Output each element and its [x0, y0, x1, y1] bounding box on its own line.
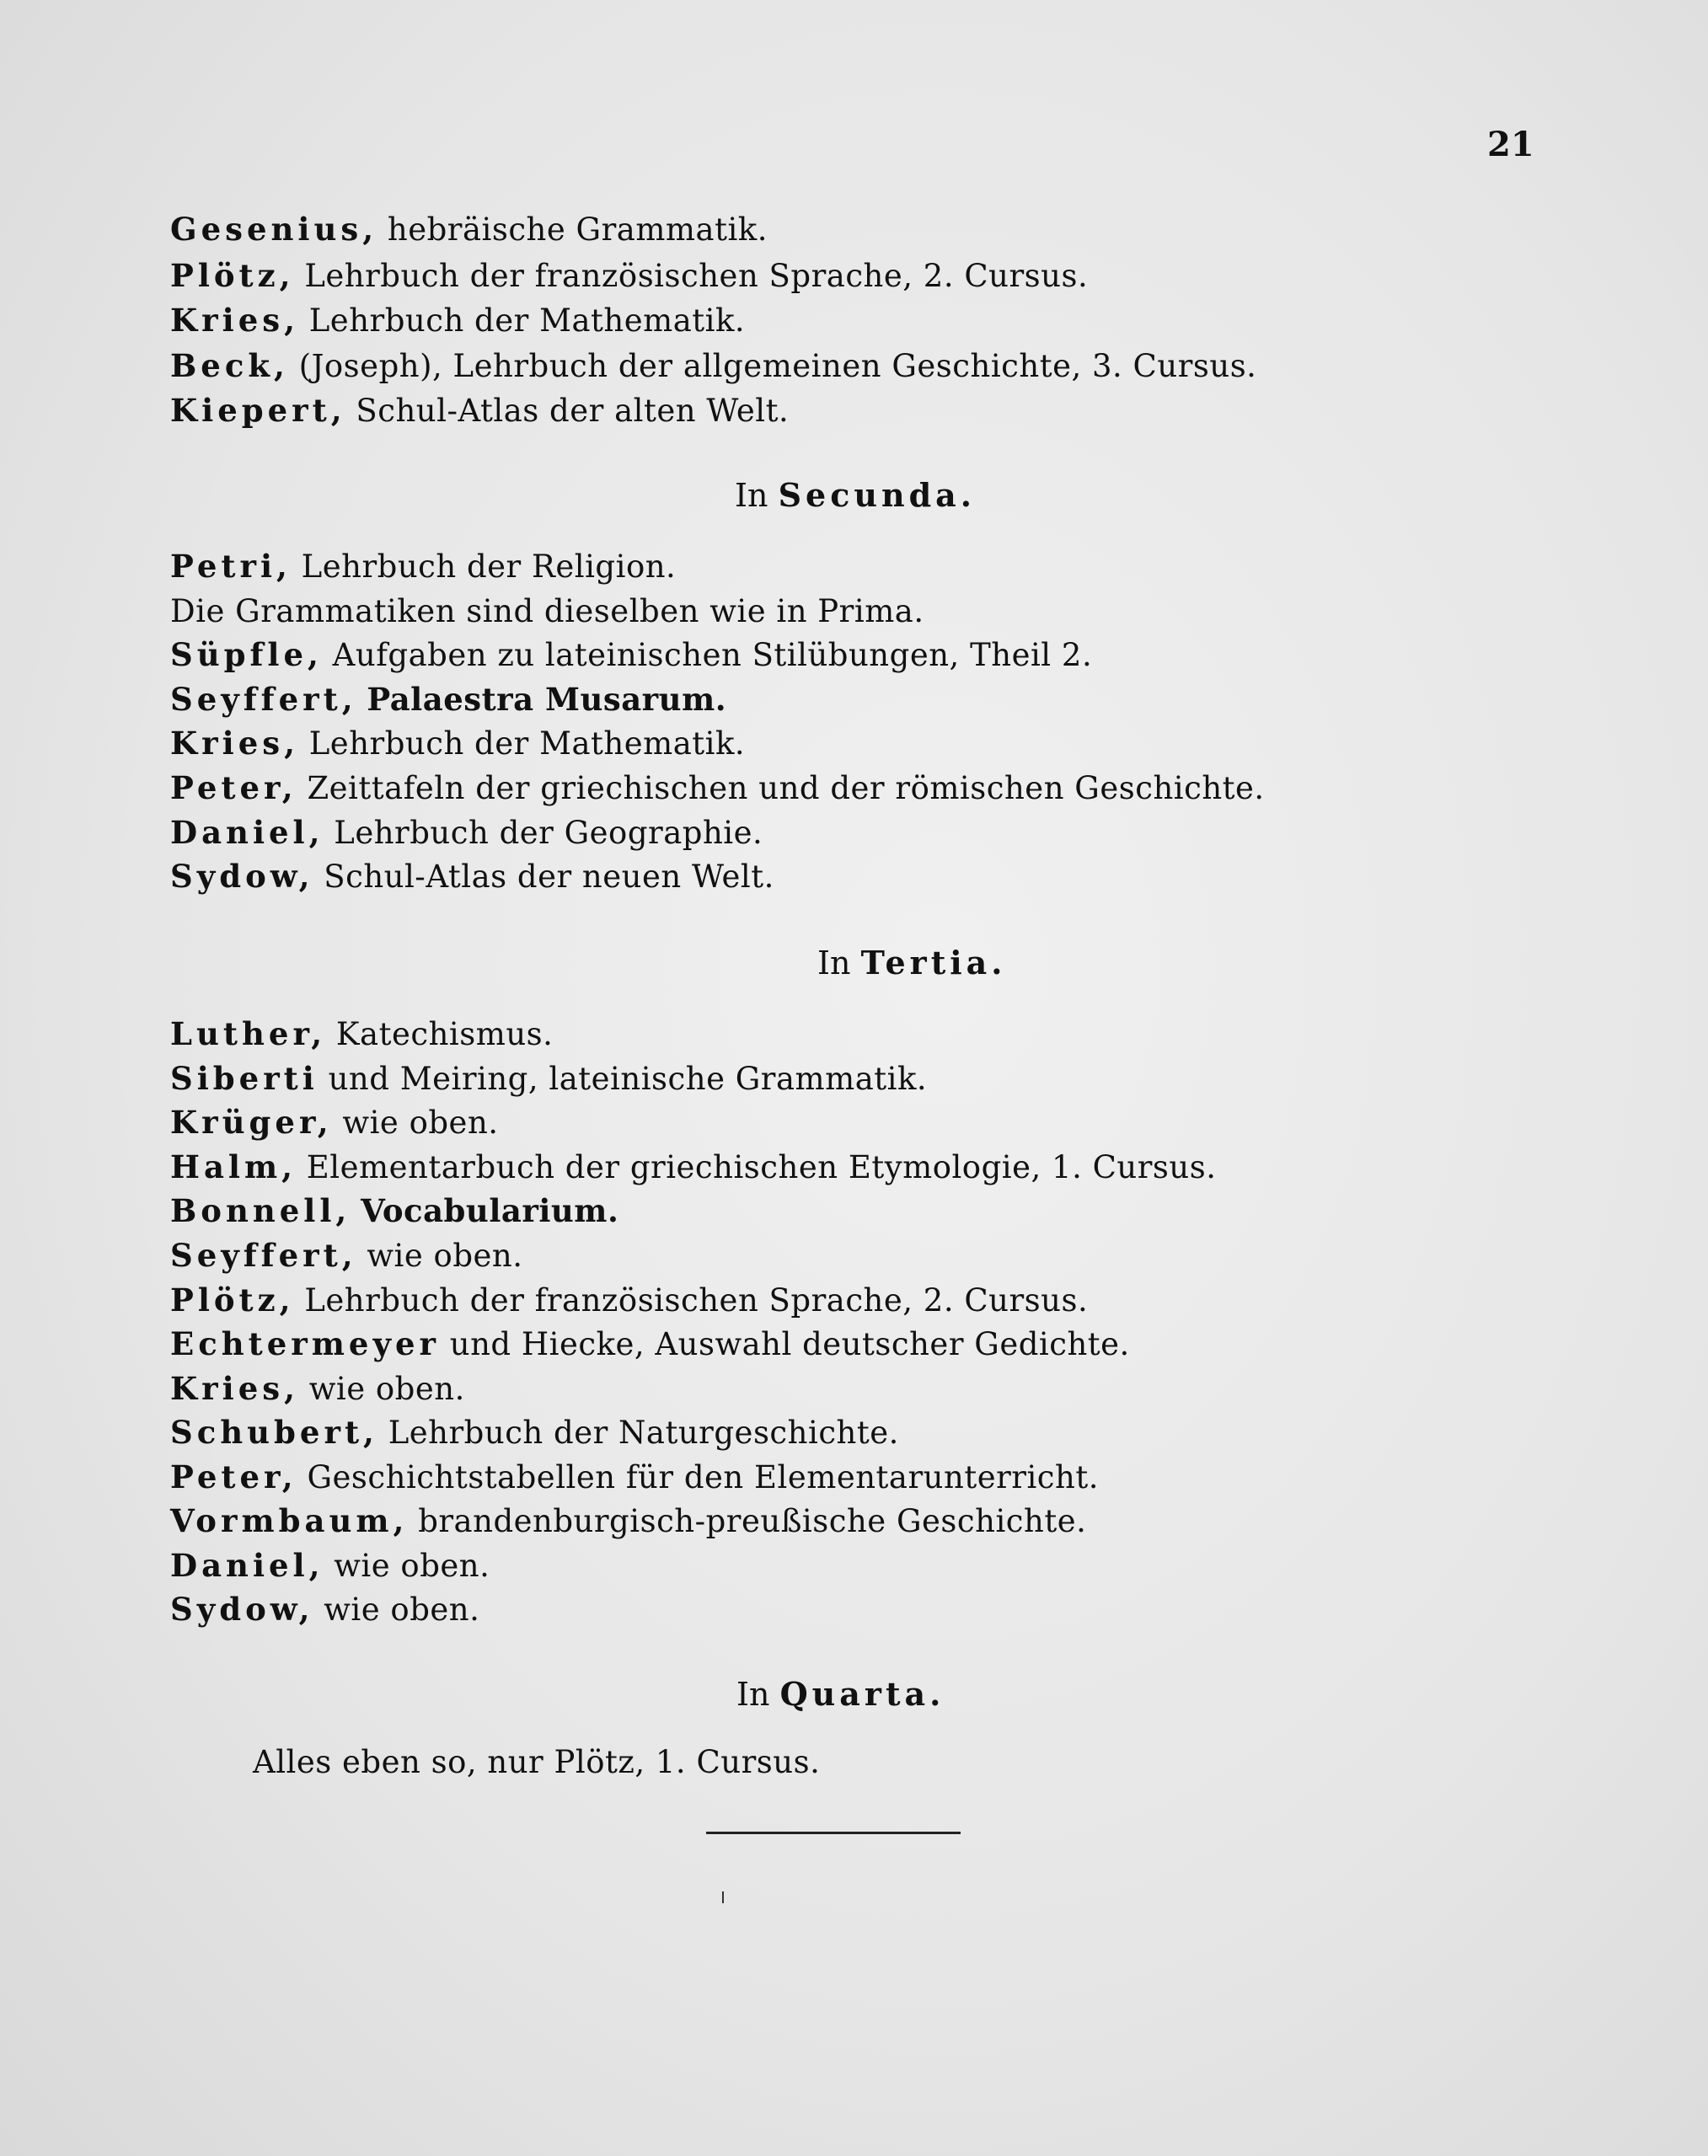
- heading-prefix: In: [735, 477, 768, 514]
- title: wie oben.: [367, 1238, 523, 1274]
- author: Kries,: [170, 1370, 299, 1407]
- title: Lehrbuch der Religion.: [301, 548, 677, 585]
- list-item: [170, 592, 924, 629]
- author: Beck,: [170, 347, 289, 384]
- list-item: [170, 1502, 1086, 1539]
- list-item: [170, 1325, 1130, 1362]
- author: Kries,: [170, 302, 299, 339]
- list-item: [170, 636, 1092, 673]
- author: Echtermeyer: [170, 1325, 440, 1362]
- title: brandenburgisch-preußische Geschichte.: [418, 1503, 1087, 1539]
- title: Lehrbuch der französischen Sprache, 2. Cursus.: [304, 1282, 1089, 1319]
- quarta-note: [253, 1744, 820, 1780]
- list-item: [170, 769, 1265, 806]
- author: Siberti: [170, 1060, 319, 1097]
- author: Seyffert,: [170, 681, 357, 718]
- list-item: [170, 814, 763, 851]
- title: Lehrbuch der französischen Sprache, 2. Cursus.: [304, 258, 1089, 294]
- title: Lehrbuch der Mathematik.: [308, 302, 746, 339]
- list-item: [170, 1414, 899, 1451]
- list-item: [170, 302, 745, 339]
- title: wie oben.: [324, 1592, 480, 1628]
- title: hebräische Grammatik.: [387, 211, 768, 248]
- closing-rule: [706, 1832, 961, 1834]
- section-heading-tertia: [817, 944, 1007, 982]
- list-item: [170, 392, 789, 429]
- section-heading-secunda: [735, 476, 976, 514]
- author: Sydow,: [170, 1591, 314, 1628]
- title: wie oben.: [334, 1548, 490, 1584]
- title: Schul-Atlas der alten Welt.: [356, 393, 790, 429]
- author: Gesenius,: [170, 211, 378, 248]
- author: Halm,: [170, 1148, 297, 1185]
- author: Petri,: [170, 548, 292, 585]
- list-item: [170, 211, 768, 248]
- author: Peter,: [170, 1458, 297, 1495]
- title: Lehrbuch der Mathematik.: [308, 725, 746, 762]
- author: Daniel,: [170, 814, 324, 851]
- list-item: [170, 548, 676, 585]
- list-item: [170, 1104, 499, 1141]
- title: Palaestra Musarum.: [367, 681, 727, 718]
- title: wie oben.: [308, 1371, 465, 1407]
- list-item: [170, 1458, 1099, 1495]
- author: Luther,: [170, 1015, 327, 1052]
- author: Plötz,: [170, 1281, 295, 1319]
- heading-prefix: In: [736, 1676, 770, 1713]
- list-item: [170, 725, 745, 762]
- author: Kries,: [170, 725, 299, 762]
- list-item: [170, 1591, 479, 1628]
- list-item: [170, 347, 1256, 384]
- author: Vormbaum,: [170, 1502, 409, 1539]
- title: Lehrbuch der Geographie.: [334, 815, 763, 851]
- list-item: [170, 257, 1088, 294]
- list-item: [170, 1281, 1088, 1319]
- heading-class: Tertia.: [860, 944, 1007, 982]
- list-item: [170, 1060, 927, 1097]
- heading-prefix: In: [817, 944, 851, 982]
- author: Krüger,: [170, 1104, 333, 1141]
- title: wie oben.: [342, 1105, 499, 1141]
- title: Vocabularium.: [361, 1192, 619, 1229]
- author: Plötz,: [170, 257, 295, 294]
- printer-mark: [722, 1891, 724, 1903]
- list-item: [170, 1370, 465, 1407]
- list-item: [170, 1148, 1216, 1185]
- list-item: [170, 1547, 490, 1584]
- heading-class: Secunda.: [778, 476, 977, 514]
- author: Daniel,: [170, 1547, 324, 1584]
- title: und Meiring, lateinische Grammatik.: [328, 1061, 928, 1097]
- title: (Joseph), Lehrbuch der allgemeinen Geschichte, 3. Cursus.: [298, 348, 1257, 384]
- title: Geschichtstabellen für den Elementarunterricht.: [307, 1459, 1099, 1495]
- title: Die Grammatiken sind dieselben wie in Prima.: [170, 593, 924, 629]
- list-item: [170, 1192, 618, 1229]
- title: und Hiecke, Auswahl deutscher Gedichte.: [449, 1326, 1130, 1362]
- title: Schul-Atlas der neuen Welt.: [324, 859, 774, 895]
- author: Bonnell,: [170, 1192, 351, 1229]
- list-item: [170, 681, 726, 718]
- title: Katechismus.: [335, 1016, 554, 1052]
- author: Süpfle,: [170, 636, 323, 673]
- list-item: [170, 1015, 553, 1052]
- author: Sydow,: [170, 858, 314, 895]
- author: Schubert,: [170, 1414, 378, 1451]
- author: Seyffert,: [170, 1237, 357, 1274]
- list-item: [170, 1237, 523, 1274]
- author: Kiepert,: [170, 392, 346, 429]
- section-heading-quarta: [736, 1675, 945, 1713]
- heading-class: Quarta.: [779, 1675, 945, 1713]
- title: Zeittafeln der griechischen und der römischen Geschichte.: [307, 770, 1265, 806]
- note-text: Alles eben so, nur Plötz, 1. Cursus.: [253, 1744, 821, 1780]
- title: Elementarbuch der griechischen Etymologie, 1. Cursus.: [306, 1149, 1217, 1185]
- title: Aufgaben zu lateinischen Stilübungen, Theil 2.: [332, 637, 1093, 673]
- list-item: [170, 858, 774, 895]
- title: Lehrbuch der Naturgeschichte.: [388, 1415, 899, 1451]
- page-number: 21: [1487, 125, 1534, 164]
- author: Peter,: [170, 769, 297, 806]
